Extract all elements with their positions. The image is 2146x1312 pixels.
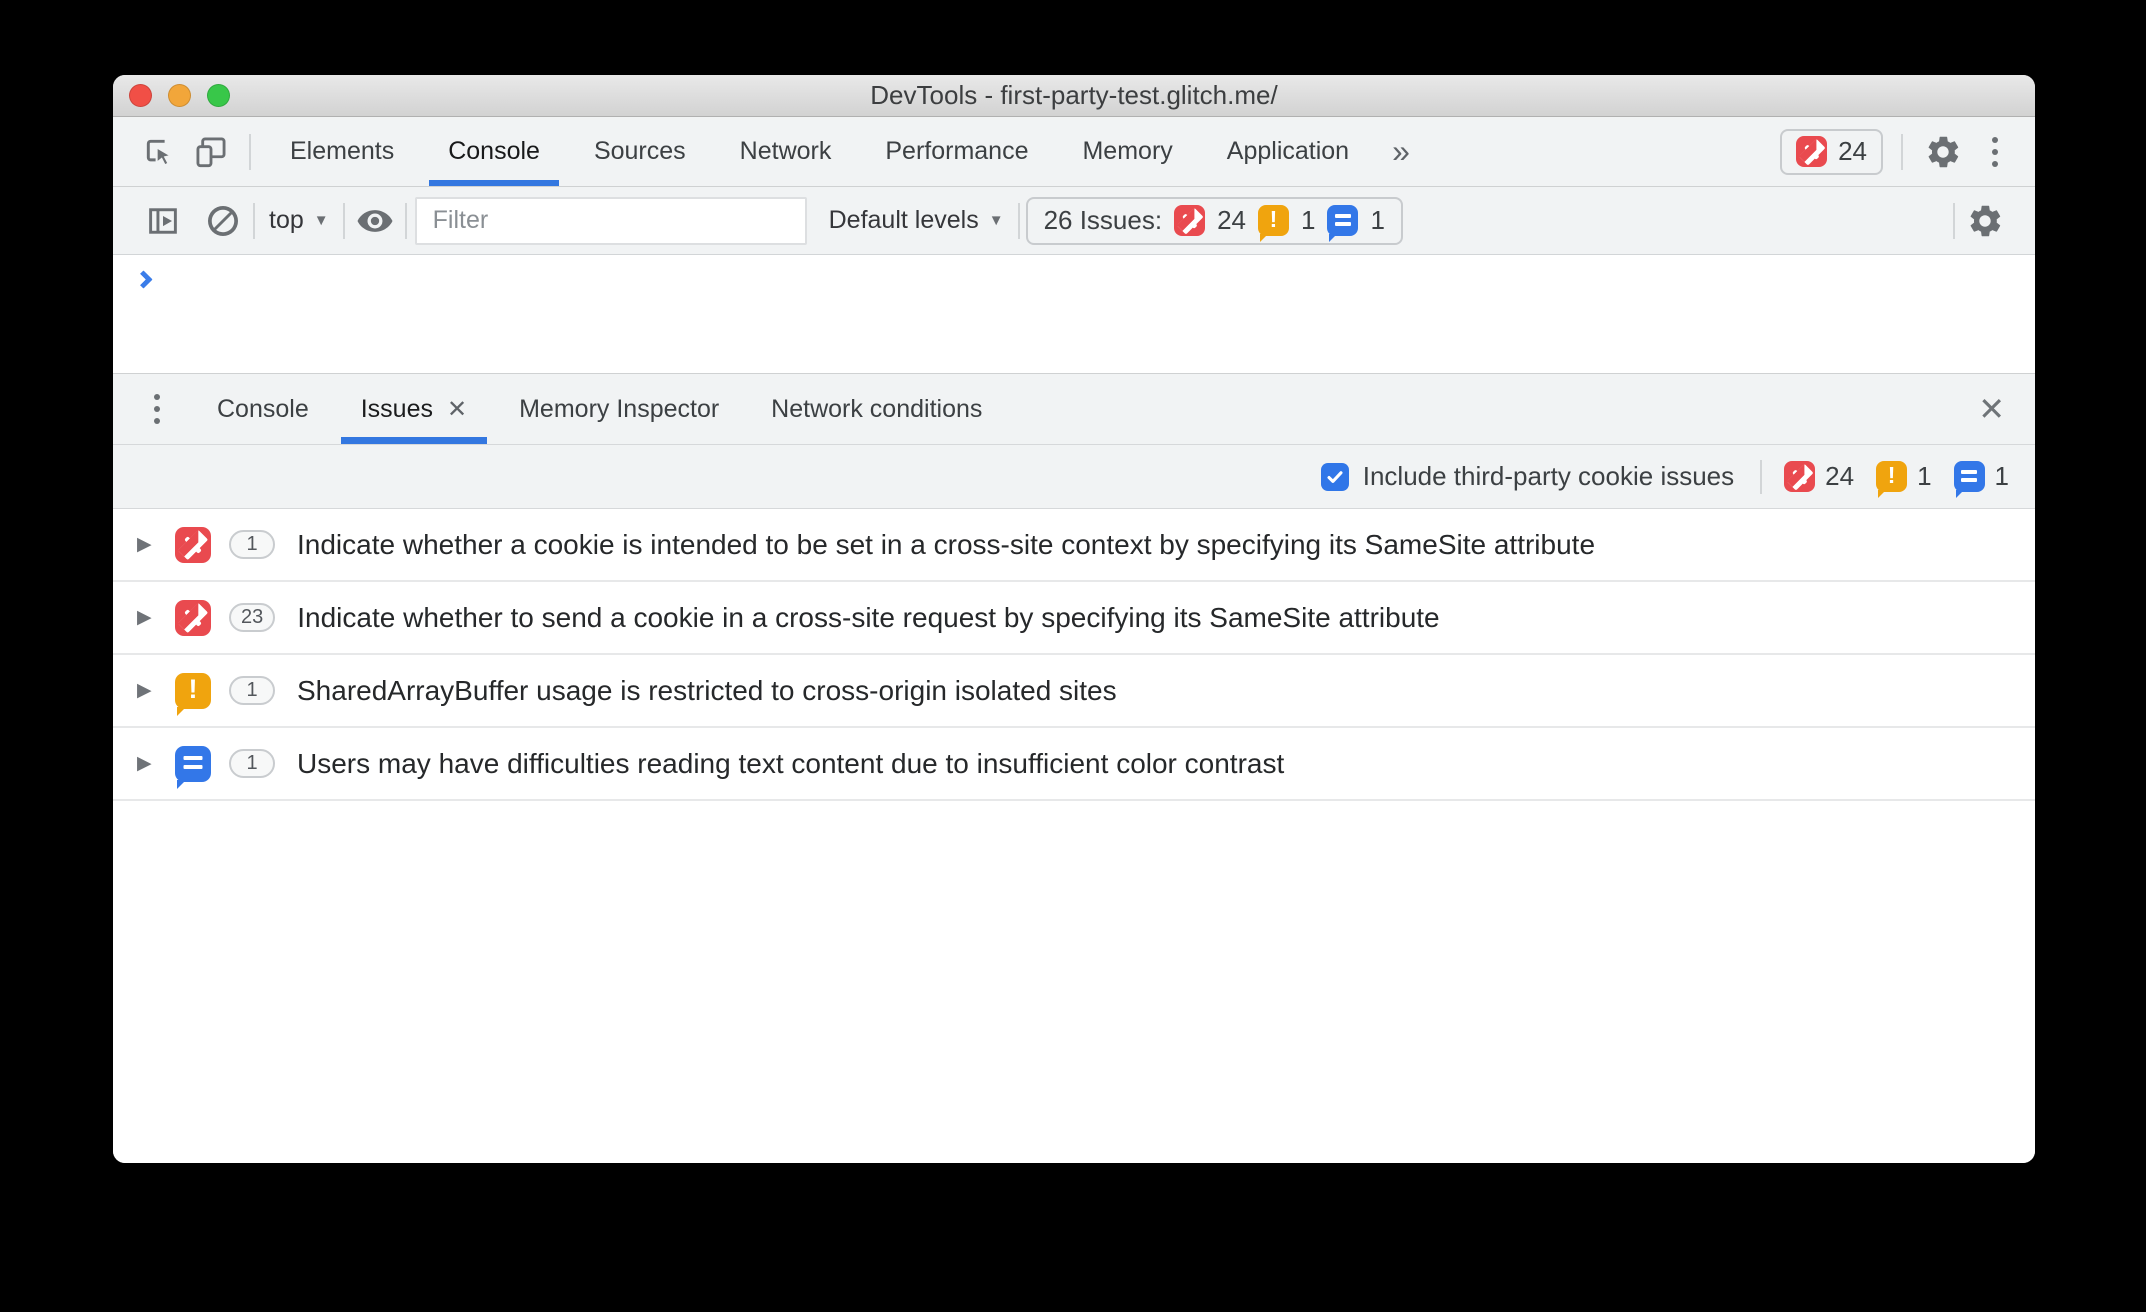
tab-network[interactable]: Network [739,137,832,165]
issue-count-badge: 23 [229,603,275,632]
zoom-window-button[interactable] [207,84,230,107]
warning-icon [175,673,211,709]
traffic-lights [129,75,230,116]
error-icon [1796,136,1827,167]
error-icon [175,600,211,636]
settings-gear-icon[interactable] [1921,130,1965,174]
window-title: DevTools - first-party-test.glitch.me/ [870,80,1278,110]
expand-arrow-icon[interactable]: ▶ [137,680,152,701]
tab-performance[interactable]: Performance [885,137,1029,165]
drawer-tab-issues[interactable]: Issues ✕ [335,374,493,444]
issue-row[interactable] [113,509,2035,582]
divider [1901,134,1903,170]
info-icon [1954,461,1985,492]
console-prompt-icon [134,270,152,288]
third-party-checkbox[interactable] [1321,463,1349,491]
warning-badge: ! 1 [1876,461,1931,492]
error-badge: 24 [1784,461,1854,492]
device-toolbar-icon[interactable] [189,130,233,174]
inspect-element-icon[interactable] [137,130,181,174]
issue-row[interactable] [113,655,2035,728]
info-icon [175,746,211,782]
drawer-tab-bar [113,373,2035,445]
third-party-checkbox-label[interactable]: Include third-party cookie issues [1362,461,1735,491]
more-tabs-icon[interactable]: » [1392,133,1410,169]
info-badge: 1 [1954,461,2009,492]
issues-list [113,509,2035,1163]
error-count: 24 [1838,136,1867,166]
console-toolbar [113,187,2035,255]
drawer-tab-network-conditions[interactable]: Network conditions [771,394,983,423]
divider [1018,203,1020,239]
issue-title: SharedArrayBuffer usage is restricted to cross-origin isolated sites [297,674,1117,706]
minimize-window-button[interactable] [168,84,191,107]
console-sidebar-icon[interactable] [143,201,183,241]
error-icon [175,527,211,563]
tab-elements[interactable]: Elements [290,137,395,165]
issues-panel-toolbar [113,445,2035,509]
close-window-button[interactable] [129,84,152,107]
error-icon [1174,205,1205,236]
error-counter-button[interactable] [1780,129,1883,175]
error-icon [1784,461,1815,492]
more-options-kebab-icon[interactable] [1975,130,2015,174]
chevron-down-icon: ▼ [988,212,1004,229]
title-bar [113,75,2035,117]
tab-sources[interactable]: Sources [593,137,686,165]
filter-input[interactable] [415,197,807,245]
tab-application[interactable]: Application [1226,137,1350,165]
tab-memory[interactable]: Memory [1082,137,1173,165]
issue-title: Indicate whether a cookie is intended to be set in a cross-site context by specifying its SameSite attribute [297,528,1596,560]
info-icon [1327,205,1358,236]
devtools-window [113,75,2035,1163]
divider [405,203,407,239]
issue-title: Indicate whether to send a cookie in a cross-site request by specifying its SameSite attribute [297,601,1440,633]
main-tab-bar [113,117,2035,187]
clear-console-icon[interactable] [203,201,243,241]
close-issues-tab-icon[interactable]: ✕ [447,395,468,423]
context-selector[interactable]: top ▼ [269,206,329,234]
issue-title: Users may have difficulties reading text content due to insufficient color contrast [297,747,1285,779]
expand-arrow-icon[interactable]: ▶ [137,607,152,628]
chevron-down-icon: ▼ [313,212,329,229]
expand-arrow-icon[interactable]: ▶ [137,753,152,774]
divider [343,203,345,239]
close-drawer-icon[interactable]: ✕ [1978,391,2005,427]
drawer-tab-memory-inspector[interactable]: Memory Inspector [519,394,720,423]
console-messages-area[interactable] [113,255,2035,373]
divider [249,134,251,170]
console-settings-gear-icon[interactable] [1965,201,2005,241]
issues-counter-button[interactable]: 26 Issues: 24 ! 1 1 [1026,197,1403,245]
issue-row[interactable] [113,728,2035,801]
issue-count-badge: 1 [229,749,275,778]
expand-arrow-icon[interactable]: ▶ [137,534,152,555]
warning-icon [1258,205,1289,236]
warning-icon [1876,461,1907,492]
issue-count-badge: 1 [229,676,275,705]
divider [1953,203,1955,239]
divider [1760,460,1762,494]
live-expression-eye-icon[interactable] [355,201,395,241]
log-levels-selector[interactable]: Default levels ▼ [828,206,1004,234]
drawer-kebab-icon[interactable] [137,387,177,431]
issue-row[interactable] [113,582,2035,655]
issues-count-label: 26 Issues: [1043,205,1163,235]
issue-count-badge: 1 [229,530,275,559]
drawer-tab-console[interactable]: Console [217,394,309,423]
tab-console[interactable]: Console [421,117,567,186]
